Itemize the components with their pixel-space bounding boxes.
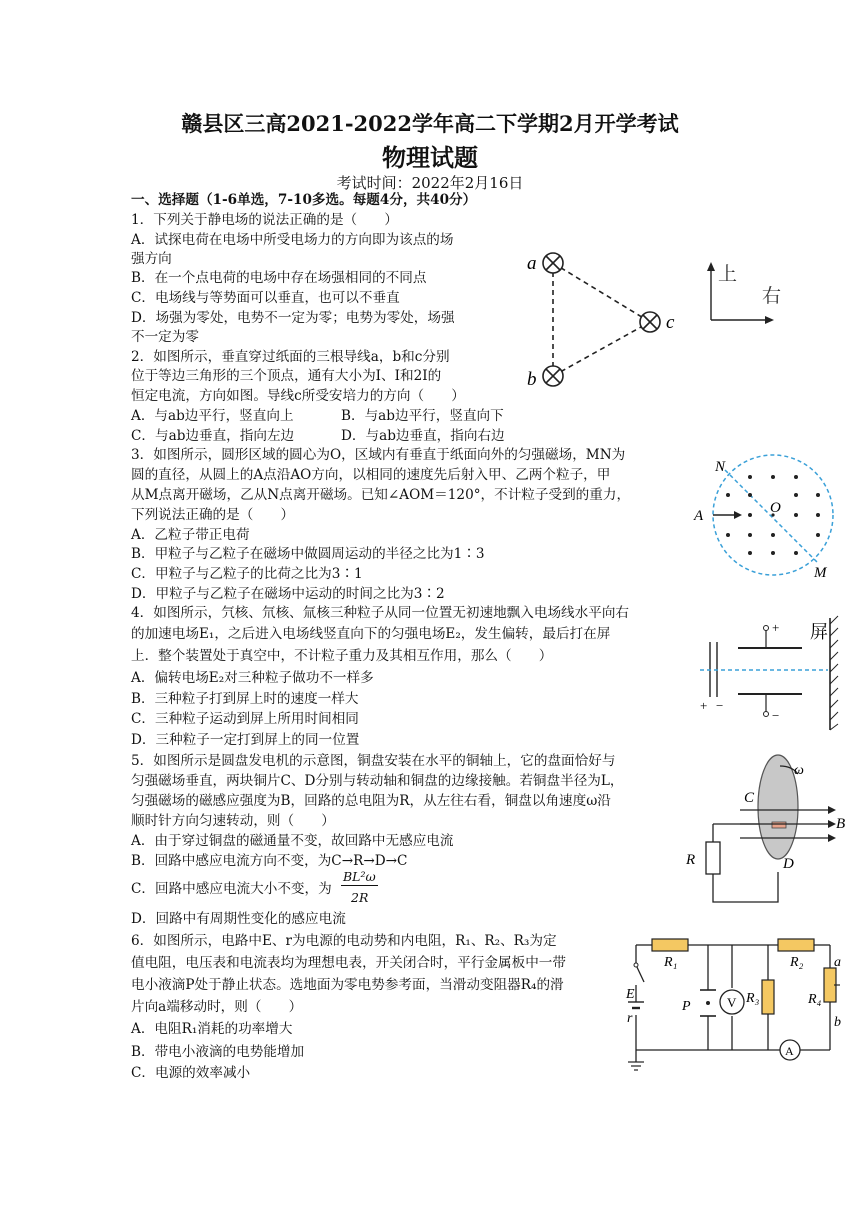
q3-option-c: C．甲粒子与乙粒子的比荷之比为3∶1 [131,566,363,582]
label-up: 上 [718,264,738,285]
q5-stem-1: 5．如图所示是圆盘发电机的示意图，铜盘安装在水平的铜轴上，它的盘面恰好与 [131,753,616,769]
subject-title: 物理试题 [382,143,478,172]
label-O: O [770,500,781,516]
q1-option-d-cont: 不一定为零 [131,329,199,345]
q6-option-c: C．电源的效率减小 [131,1065,251,1081]
q6-stem-4: 片向a端移动时，则（ ） [131,999,303,1015]
minus-left: − [716,698,724,713]
q1-option-b: B．在一个点电荷的电场中存在场强相同的不同点 [131,270,427,286]
q3-option-d: D．甲粒子与乙粒子在磁场中运动的时间之比为3∶2 [131,586,445,602]
q5-disc-generator-figure [680,752,855,912]
q2-option-a: A．与ab边平行，竖直向上 [131,408,294,424]
label-B: B [836,816,846,832]
label-A: A [694,508,704,524]
q4-option-d: D．三种粒子一定打到屏上的同一位置 [131,732,360,748]
label-b: b [527,369,537,390]
exam-time: 考试时间：2022年2月16日 [336,174,524,192]
label-M: M [814,565,827,581]
q1-stem: 1．下列关于静电场的说法正确的是（ ） [131,212,398,228]
q2-option-c: C．与ab边垂直，指向左边 [131,428,295,444]
label-R4: R₄ [808,992,822,1007]
q6-stem-2: 值电阻，电压表和电流表均为理想电表，开关闭合时，平行金属板中一带 [131,955,566,971]
wire-b-icon [543,366,563,386]
q2-wires-figure [520,248,800,398]
q3-magnetic-field-figure [690,455,840,580]
q5-fraction-denominator: 2R [351,890,369,905]
q3-stem-4: 下列说法正确的是（ ） [131,507,295,523]
q4-stem-3: 上．整个装置处于真空中，不计粒子重力及其相互作用，那么（ ） [131,648,553,664]
q3-stem-3: 从M点离开磁场，乙从N点离开磁场。已知∠AOM＝120°，不计粒子受到的重力， [131,487,631,503]
q6-option-b: B．带电小液滴的电势能增加 [131,1044,305,1060]
switch-icon [636,965,644,982]
label-E: E [626,987,635,1002]
label-a: a [527,253,537,274]
section-heading: 一、选择题（1-6单选，7-10多选。每题4分，共40分） [131,192,477,208]
label-omega: ω [794,763,804,778]
q5-option-b: B．回路中感应电流方向不变，为C→R→D→C [131,853,408,869]
copper-disc-icon [758,755,798,859]
label-C: C [744,790,755,806]
q4-option-b: B．三种粒子打到屏上时的速度一样大 [131,691,359,707]
plus-top: + [772,620,780,635]
q2-stem-1: 2．如图所示，垂直穿过纸面的三根导线a，b和c分别 [131,349,450,365]
q3-option-b: B．甲粒子与乙粒子在磁场中做圆周运动的半径之比为1∶3 [131,546,485,562]
minus-bottom: − [772,708,780,723]
label-R3: R₃ [746,991,760,1006]
label-N: N [715,459,726,475]
q3-stem-1: 3．如图所示，圆形区域的圆心为O，区域内有垂直于纸面向外的匀强磁场，MN为 [131,447,626,463]
q2-stem-3: 恒定电流，方向如图。导线c所受安培力的方向（ ） [131,388,465,404]
label-c: c [666,312,675,333]
label-screen: 屏 [810,622,828,642]
q4-deflection-figure [690,612,850,737]
resistor-R2-icon [778,939,814,951]
label-b: b [834,1015,841,1030]
q5-fraction-numerator: BL²ω [343,869,376,884]
q5-stem-4: 顺时针方向匀速转动，则（ ） [131,813,335,829]
label-right: 右 [762,286,782,307]
label-V: V [727,995,737,1010]
label-r: r [627,1011,633,1026]
q4-stem-1: 4．如图所示，氕核、氘核、氚核三种粒子从同一位置无初速地飘入电场线水平向右 [131,605,630,621]
resistor-R3-icon [762,980,774,1014]
label-R2: R₂ [790,955,804,970]
resistor-R1-icon [652,939,688,951]
velocity-arrow-icon [734,511,742,519]
label-P: P [682,999,691,1014]
q5-stem-2: 匀强磁场垂直，两块铜片C、D分别与转动轴和铜盘的边缘接触。若铜盘半径为L， [131,773,624,789]
label-R1: R₁ [664,955,678,970]
q3-stem-2: 圆的直径，从圆上的A点沿AO方向，以相同的速度先后射入甲、乙两个粒子，甲 [131,467,611,483]
q3-option-a: A．乙粒子带正电荷 [131,527,250,543]
q5-stem-3: 匀强磁场的磁感应强度为B，回路的总电阻为R，从左往右看，铜盘以角速度ω沿 [131,793,611,809]
plus-left: + [700,698,708,713]
label-R: R [686,852,696,868]
q5-option-a: A．由于穿过铜盘的磁通量不变，故回路中无感应电流 [131,833,454,849]
exam-title: 赣县区三高2021-2022学年高二下学期2月开学考试 [181,111,679,136]
q6-option-a: A．电阻R₁消耗的功率增大 [131,1021,293,1037]
q1-option-d: D．场强为零处，电势不一定为零；电势为零处，场强 [131,310,455,326]
wire-c-icon [640,312,660,332]
q5-option-c: C．回路中感应电流大小不变，为 [131,881,332,897]
q2-option-d: D．与ab边垂直，指向右边 [341,428,505,444]
label-A: A [785,1044,794,1058]
wire-a-icon [543,253,563,273]
q5-option-d: D．回路中有周期性变化的感应电流 [131,911,346,927]
q1-option-a-cont: 强方向 [131,251,172,267]
q2-option-b: B．与ab边平行，竖直向下 [341,408,504,424]
q4-option-a: A．偏转电场E₂对三种粒子做功不一样多 [131,670,374,686]
q1-option-c: C．电场线与等势面可以垂直，也可以不垂直 [131,290,400,306]
screen-hatching [830,616,838,730]
resistor-R-icon [706,842,720,874]
q4-option-c: C．三种粒子运动到屏上所用时间相同 [131,711,359,727]
q6-stem-3: 电小液滴P处于静止状态。选地面为零电势参考面，当滑动变阻器R₄的滑 [131,977,564,993]
q6-circuit-figure [620,930,840,1080]
label-D: D [783,856,794,872]
q1-option-a: A．试探电荷在电场中所受电场力的方向即为该点的场 [131,232,454,248]
q6-stem-1: 6．如图所示，电路中E、r为电源的电动势和内电阻，R₁、R₂、R₃为定 [131,933,557,949]
label-a: a [834,955,841,970]
q2-stem-2: 位于等边三角形的三个顶点，通有大小为I、I和2I的 [131,368,442,384]
q4-stem-2: 的加速电场E₁，之后进入电场线竖直向下的匀强电场E₂，发生偏转，最后打在屏 [131,626,611,642]
